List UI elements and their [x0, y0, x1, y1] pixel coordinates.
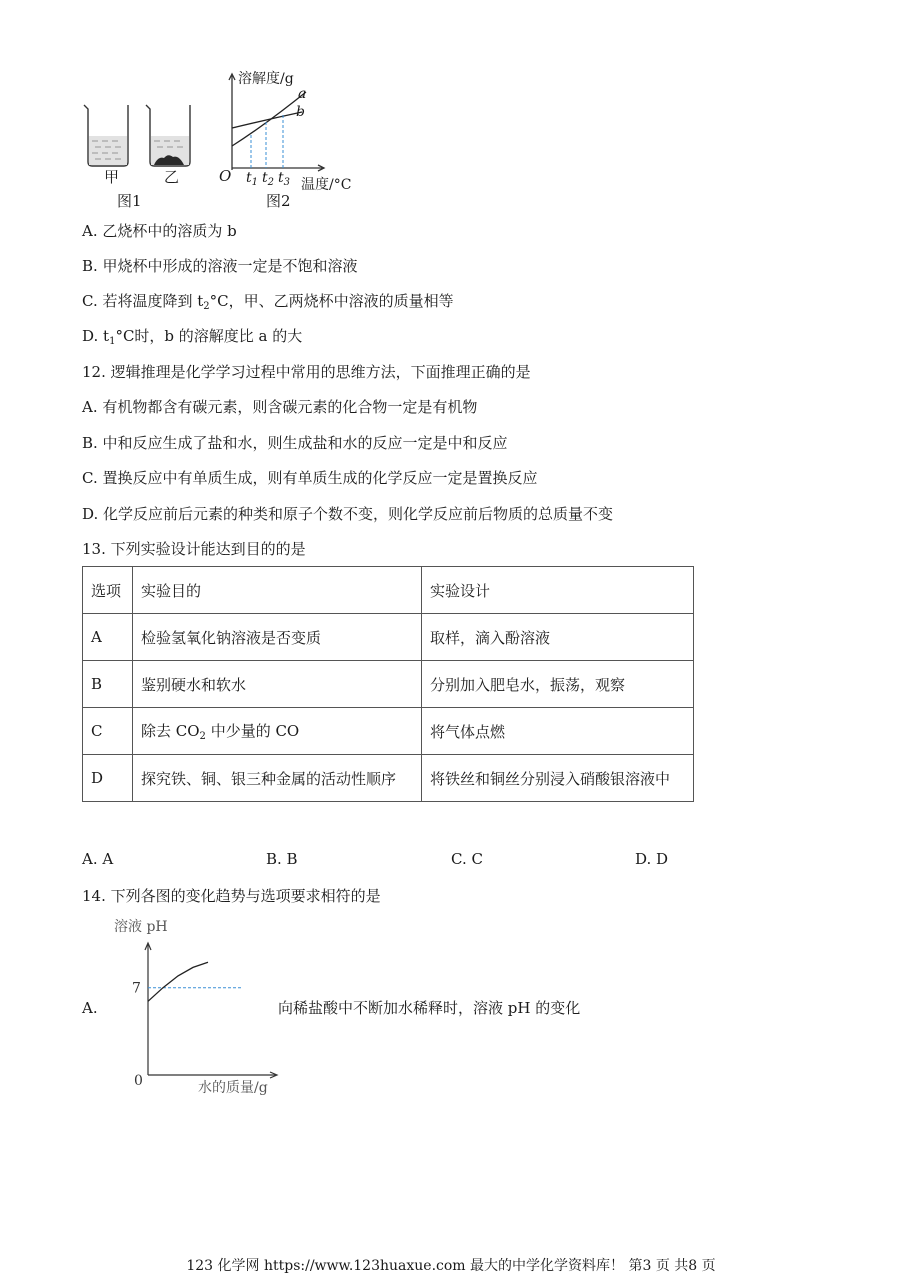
row-goal: 检验氢氧化钠溶液是否变质	[133, 614, 422, 661]
fig2-ylabel: 溶解度/g	[238, 71, 294, 87]
q12-option-c: C. 置换反应中有单质生成，则有单质生成的化学反应一定是置换反应	[82, 469, 538, 487]
row-design: 将气体点燃	[422, 708, 694, 755]
beaker-label-jia: 甲	[104, 168, 120, 186]
header-design: 实验设计	[422, 567, 694, 614]
table-row	[83, 614, 694, 661]
q13-answer-a: A. A	[82, 850, 114, 868]
q12-option-a: A. 有机物都含有碳元素，则含碳元素的化合物一定是有机物	[82, 398, 478, 416]
fig2-t1: $t_1$	[246, 170, 259, 188]
q11-option-c: C. 若将温度降到 $t_2^\circ C$，甲、乙两烧杯中溶液的质量相等	[82, 292, 454, 312]
q12-option-d: D. 化学反应前后元素的种类和原子个数不变，则化学反应前后物质的总质量不变	[82, 505, 614, 523]
q11-option-d: D. $t_1^\circ C$时，b 的溶解度比 a 的大	[82, 327, 303, 347]
table-header-row	[83, 567, 694, 614]
header-goal: 实验目的	[133, 567, 422, 614]
page-footer: 123 化学网 https://www.123huaxue.com 最大的中学化学资料库！ 第3 页 共8 页	[186, 1258, 716, 1274]
row-design: 取样，滴入酚溶液	[422, 614, 694, 661]
row-goal: 鉴别硬水和软水	[133, 661, 422, 708]
q12-option-b: B. 中和反应生成了盐和水，则生成盐和水的反应一定是中和反应	[82, 434, 508, 452]
table-row	[83, 708, 694, 755]
ph-chart-ylabel: 溶液 pH	[114, 919, 168, 935]
q12-stem: 12. 逻辑推理是化学学习过程中常用的思维方法，下面推理正确的是	[82, 363, 531, 381]
fig2-xlabel: 温度/°C	[301, 177, 352, 193]
fig2-origin: O	[219, 167, 232, 185]
ph-origin-label: 0	[134, 1073, 143, 1089]
row-option: C	[83, 708, 133, 755]
table-row	[83, 755, 694, 802]
figure-1-caption: 图1	[117, 192, 142, 210]
row-option: B	[83, 661, 133, 708]
row-design: 分别加入肥皂水，振荡，观察	[422, 661, 694, 708]
ph-tick-label-7: 7	[132, 980, 141, 997]
q14-option-a-label: A.	[82, 999, 98, 1017]
row-design: 将铁丝和铜丝分别浸入硝酸银溶液中	[422, 755, 694, 802]
q11-option-b: B. 甲烧杯中形成的溶液一定是不饱和溶液	[82, 257, 358, 275]
q13-answer-b: B. B	[266, 850, 298, 868]
ph-chart-xlabel: 水的质量/g	[198, 1080, 268, 1096]
fig2-t2: $t_2$	[262, 170, 275, 188]
fig2-curve-a-label: a	[298, 86, 307, 102]
curve-b	[232, 112, 302, 128]
row-option: D	[83, 755, 133, 802]
row-option: A	[83, 614, 133, 661]
fig2-t3: $t_3$	[278, 170, 291, 188]
q13-stem: 13. 下列实验设计能达到目的的是	[82, 540, 306, 558]
ph-curve	[148, 962, 208, 1001]
q13-answer-c: C. C	[451, 850, 483, 868]
row-goal: 除去 $CO_2$ 中少量的 CO	[133, 708, 422, 755]
q14-stem: 14. 下列各图的变化趋势与选项要求相符的是	[82, 887, 381, 905]
q13-answer-d: D. D	[635, 850, 669, 868]
q13-experiment-table	[82, 566, 694, 802]
table-row	[83, 661, 694, 708]
row-goal: 探究铁、铜、银三种金属的活动性顺序	[133, 755, 422, 802]
beaker-yi	[146, 105, 190, 166]
q14-option-a-text: 向稀盐酸中不断加水稀释时，溶液 pH 的变化	[278, 999, 581, 1017]
header-option: 选项	[83, 567, 133, 614]
beaker-label-yi: 乙	[164, 168, 180, 186]
q11-option-a: A. 乙烧杯中的溶质为 b	[82, 222, 237, 240]
beaker-jia	[84, 105, 128, 166]
fig2-curve-b-label: b	[296, 104, 305, 120]
figure-2-caption: 图2	[266, 192, 291, 210]
